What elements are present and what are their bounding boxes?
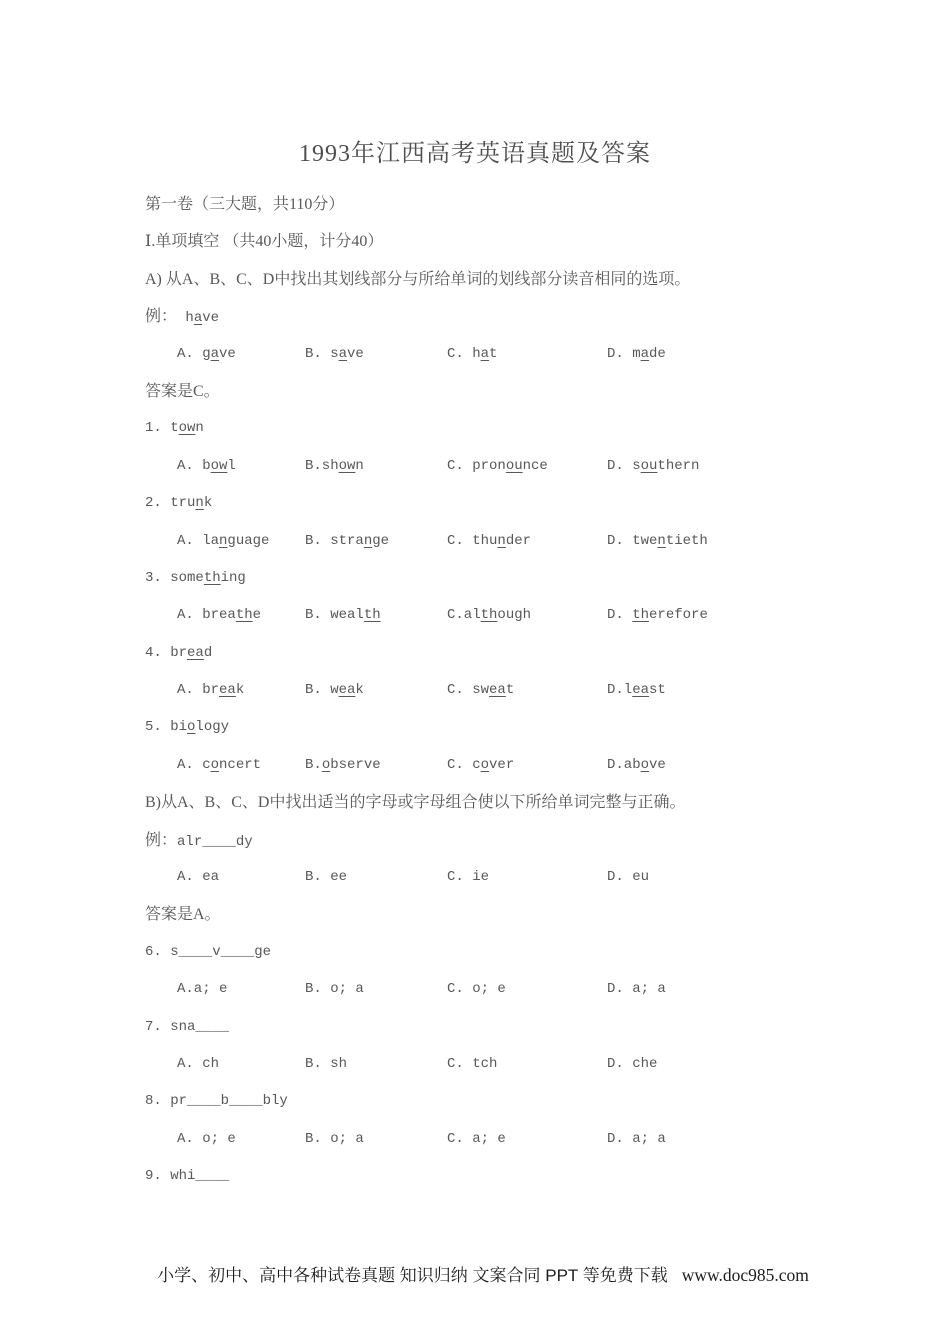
option-a (177, 448, 305, 485)
text-run: e (252, 607, 262, 624)
underlined-letters: n (195, 495, 204, 512)
text-run: B. o; a (305, 1130, 364, 1147)
options-row (145, 672, 895, 709)
text-run: ncert (219, 756, 262, 773)
text-run: A. la (177, 532, 220, 549)
underlined-letters: th (235, 607, 253, 624)
text-run: Ⅰ.单项填空 （共40小题，计分40） (145, 233, 384, 251)
text-run: 1. t (145, 420, 179, 437)
option-a (177, 336, 305, 373)
underlined-letters: n (497, 532, 506, 549)
text-run: D. eu (607, 869, 650, 886)
options-row (145, 523, 895, 560)
option-b (305, 523, 447, 560)
option-d (607, 1046, 657, 1083)
text-run: C. h (447, 345, 481, 362)
text-run: D. (607, 607, 633, 624)
underlined-letters: th (363, 607, 381, 624)
options-row (145, 1121, 895, 1158)
text-run: l (227, 457, 236, 474)
underlined-letters: ow (178, 420, 196, 437)
text-run: guage (227, 532, 270, 549)
text-run: bserve (330, 756, 381, 773)
text-run: t (505, 682, 515, 699)
option-b (305, 747, 447, 784)
text-run: C. c (447, 756, 481, 773)
option-d (607, 523, 708, 560)
text-run: A. g (177, 345, 211, 362)
underlined-letters: a (640, 345, 650, 362)
options-row (145, 1046, 895, 1083)
text-run: der (505, 532, 532, 549)
text-run: C. ie (447, 869, 490, 886)
text-run: D. s (607, 457, 641, 474)
text-run: ve (219, 345, 236, 362)
underlined-letters: th (632, 607, 650, 624)
text-run: thern (657, 457, 700, 474)
text-run: C. thu (447, 532, 498, 549)
text-run: ve (202, 310, 220, 327)
option-a (177, 747, 305, 784)
option-a (177, 859, 305, 896)
text-run: C. pron (447, 457, 506, 474)
option-c (447, 859, 607, 896)
part1-heading (145, 223, 895, 260)
question-1 (145, 410, 895, 447)
text-run: 9. whi____ (145, 1168, 230, 1185)
text-run: 第一卷（三大题，共110分） (145, 196, 345, 213)
text-run: B.sh (305, 457, 339, 474)
text-run: 3. some (145, 569, 204, 586)
underlined-letters: a (193, 310, 203, 327)
text-run: 答案是A。 (145, 906, 221, 924)
text-run: t (489, 345, 498, 362)
text-run: erefore (649, 607, 708, 624)
text-run: B. ee (305, 869, 348, 886)
text-run: de (649, 345, 666, 362)
option-b (305, 336, 447, 373)
question-6 (145, 934, 895, 971)
text-run: 4. br (145, 644, 188, 661)
underlined-letters: ea (219, 682, 236, 699)
underlined-letters: th (480, 607, 498, 624)
text-run: B. sh (305, 1055, 348, 1072)
option-b (305, 448, 447, 485)
option-b (305, 971, 447, 1008)
option-c (447, 747, 607, 784)
text-run: B. stra (305, 532, 364, 549)
text-run: D.ab (607, 756, 641, 773)
option-d (607, 859, 649, 896)
text-run: B. o; a (305, 981, 364, 998)
footer-promo-text: 小学、初中、高中各种试卷真题 知识归纳 文案合同 PPT 等免费下载 (157, 1266, 668, 1285)
underlined-letters: ea (489, 682, 506, 699)
question-7 (145, 1009, 895, 1046)
underlined-letters: a (480, 345, 490, 362)
text-run: n (355, 457, 364, 474)
text-run: A. brea (177, 607, 236, 624)
text-run: B. weal (305, 607, 364, 624)
option-d (607, 1121, 666, 1158)
text-run: 例： (145, 831, 178, 849)
text-run: A. o; e (177, 1130, 236, 1147)
option-b (305, 672, 447, 709)
text-run: A. ch (177, 1055, 220, 1072)
footer-url: www.doc985.com (681, 1265, 809, 1285)
text-run: C. sw (447, 682, 490, 699)
option-c (447, 523, 607, 560)
text-run: 答案是C。 (145, 382, 220, 400)
option-c (447, 597, 607, 634)
text-run: ge (372, 532, 390, 549)
option-a (177, 971, 305, 1008)
option-a (177, 672, 305, 709)
question-5 (145, 709, 895, 746)
text-run: ough (497, 607, 532, 624)
instruction-part-a (145, 261, 895, 298)
underlined-letters: o (640, 756, 650, 773)
text-run: k (355, 682, 364, 699)
option-d (607, 971, 666, 1008)
text-run: tieth (665, 532, 708, 549)
text-run: 2. tru (145, 495, 196, 512)
options-row (145, 448, 895, 485)
underlined-letters: ea (632, 682, 650, 699)
underlined-letters: o (187, 719, 196, 736)
text-run: alr____dy (177, 833, 253, 850)
instruction-part-b (145, 784, 895, 821)
underlined-letters: ea (187, 644, 204, 661)
options-row (145, 971, 895, 1008)
underlined-letters: ea (338, 682, 356, 699)
page-footer (0, 1243, 950, 1304)
text-run: D. a; a (607, 981, 666, 998)
option-b (305, 1121, 447, 1158)
text-run: B)从A、B、C、D中找出适当的字母或字母组合使以下所给单词完整与正确。 (145, 794, 686, 812)
option-a (177, 597, 305, 634)
text-run: B. w (305, 682, 339, 699)
underlined-letters: n (219, 532, 228, 549)
text-run: ing (220, 569, 246, 586)
text-run: C. o; e (447, 981, 506, 998)
option-d (607, 597, 708, 634)
underlined-letters: ow (338, 457, 356, 474)
text-run: ve (649, 756, 666, 773)
example-b-word (145, 822, 895, 859)
text-run: nce (522, 457, 548, 474)
underlined-letters: n (657, 532, 666, 549)
text-run: C. a; e (447, 1130, 506, 1147)
example-a-word (145, 298, 895, 335)
text-run: 例： (145, 308, 178, 326)
options-row (145, 747, 895, 784)
text-run: n (195, 420, 204, 437)
text-run: A. ea (177, 869, 220, 886)
page-title: 1993年江西高考英语真题及答案 (299, 141, 651, 167)
underlined-letters: ou (640, 457, 658, 474)
text-run: ver (489, 756, 515, 773)
option-a (177, 1121, 305, 1158)
option-c (447, 672, 607, 709)
option-c (447, 336, 607, 373)
option-d (607, 747, 666, 784)
underlined-letters: n (363, 532, 373, 549)
text-run: D. twe (607, 532, 658, 549)
option-b (305, 597, 447, 634)
example-a-answer (145, 373, 895, 410)
text-run: D. m (607, 345, 641, 362)
text-run: st (649, 682, 666, 699)
underlined-letters: a (210, 345, 220, 362)
underlined-letters: ow (210, 457, 228, 474)
text-run: B. (305, 756, 322, 773)
option-c (447, 971, 607, 1008)
question-2 (145, 485, 895, 522)
option-c (447, 448, 607, 485)
underlined-letters: o (210, 756, 220, 773)
text-run: D. a; a (607, 1130, 666, 1147)
text-run: A. b (177, 457, 211, 474)
underlined-letters: th (203, 569, 221, 586)
text-run: A. c (177, 756, 211, 773)
text-run: logy (195, 719, 230, 736)
option-c (447, 1046, 607, 1083)
option-a (177, 523, 305, 560)
underlined-letters: o (480, 756, 490, 773)
section-heading (145, 186, 895, 223)
text-run: 5. bi (145, 719, 188, 736)
options-row (145, 597, 895, 634)
option-d (607, 672, 666, 709)
underlined-letters: o (321, 756, 331, 773)
text-run: C. tch (447, 1055, 498, 1072)
option-a (177, 1046, 305, 1083)
text-run: C.al (447, 607, 481, 624)
text-run: B. s (305, 345, 339, 362)
underlined-letters: ou (505, 457, 523, 474)
text-run: d (203, 644, 213, 661)
question-9 (145, 1158, 895, 1195)
document-body (145, 186, 895, 1196)
question-8 (145, 1083, 895, 1120)
option-b (305, 1046, 447, 1083)
text-run: A. br (177, 682, 220, 699)
underlined-letters: a (338, 345, 348, 362)
text-run: h (177, 310, 194, 327)
text-run: 8. pr____b____bly (145, 1093, 288, 1110)
text-run: k (203, 495, 213, 512)
option-d (607, 336, 666, 373)
option-b (305, 859, 447, 896)
text-run: ve (347, 345, 364, 362)
options-row (145, 336, 895, 373)
question-4 (145, 635, 895, 672)
question-3 (145, 560, 895, 597)
text-run: D. che (607, 1055, 658, 1072)
text-run: D.l (607, 682, 633, 699)
text-run: 7. sna____ (145, 1018, 230, 1035)
text-run: A.a; e (177, 981, 228, 998)
example-b-answer (145, 896, 895, 933)
options-row (145, 859, 895, 896)
text-run: 6. s____v____ge (145, 943, 272, 960)
option-c (447, 1121, 607, 1158)
text-run: k (235, 682, 245, 699)
option-d (607, 448, 699, 485)
text-run: A) 从A、B、C、D中找出其划线部分与所给单词的划线部分读音相同的选项。 (145, 270, 691, 288)
